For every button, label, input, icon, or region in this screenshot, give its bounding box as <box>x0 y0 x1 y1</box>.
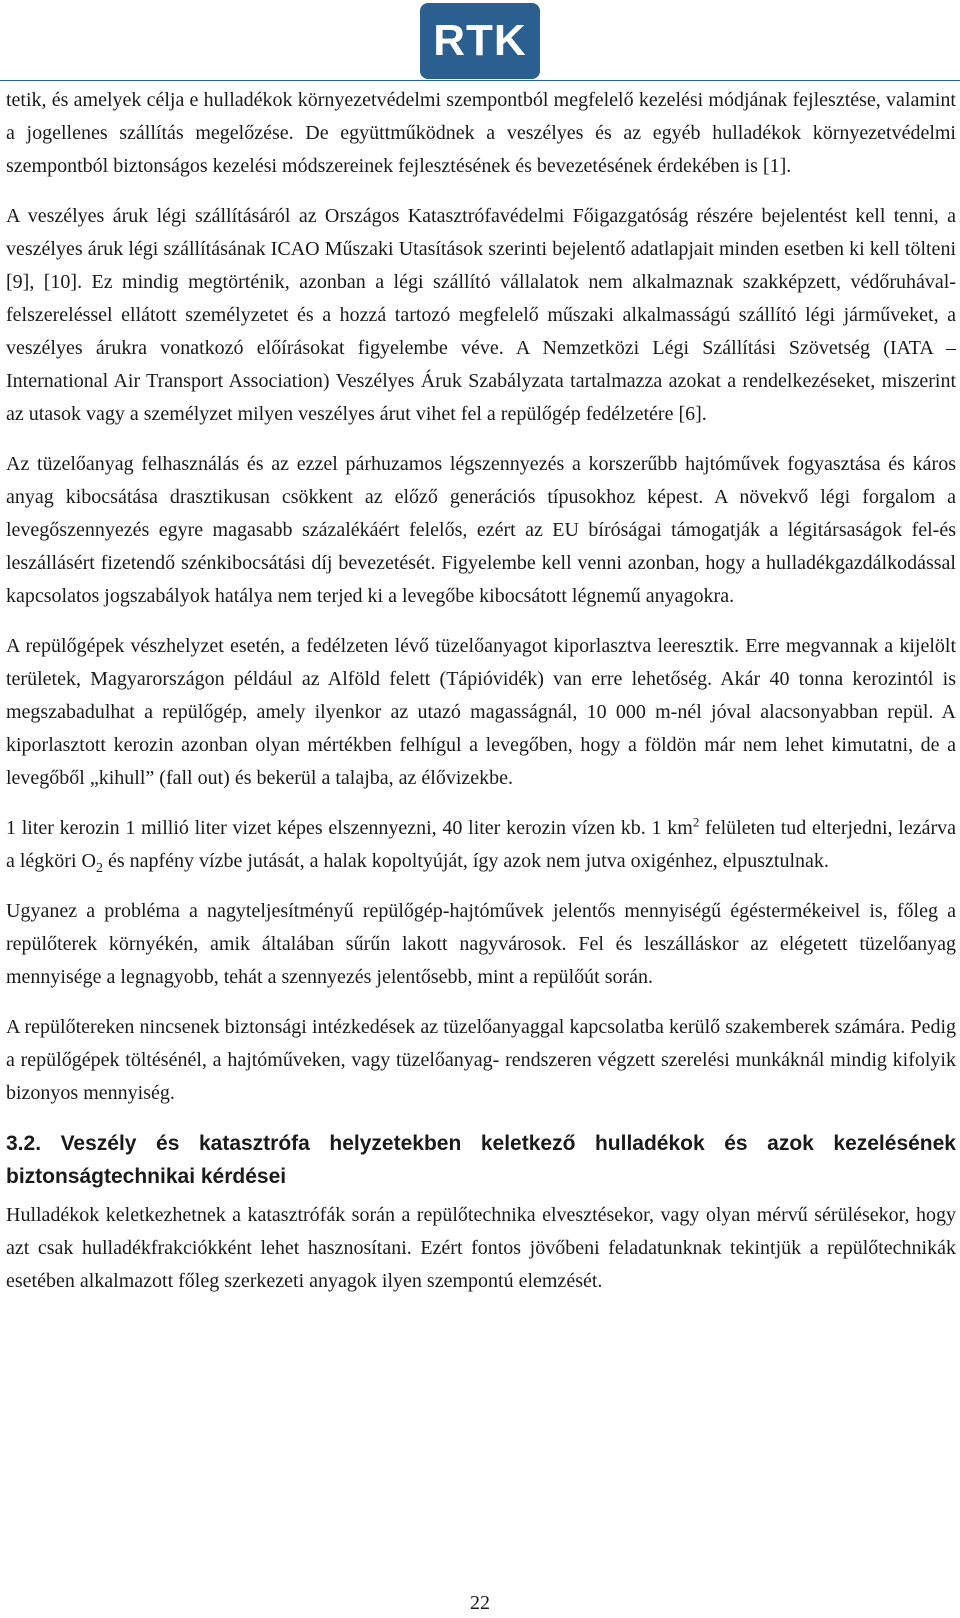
section-heading: 3.2. Veszély és katasztrófa helyzetekben keletkező hulladékok és azok kezelésének biztonságtechnikai kérdései <box>6 1132 956 1188</box>
header-rule <box>0 80 960 81</box>
paragraph-5-part-c: és napfény vízbe jutását, a halak kopoltyúját, így azok nem jutva oxigénhez, elpusztulnak. <box>102 850 829 872</box>
subscript-2: 2 <box>95 861 103 876</box>
paragraph-3: Az tüzelőanyag felhasználás és az ezzel párhuzamos légszennyezés a korszerűbb hajtóművek fogyasztása és káros anyag kibocsátása drasztikusan csökkent az előző generációs típusokhoz képest. A növekvő légi forgalom a levegőszennyezés egyre magasabb százalékáért felelős, ezért az EU bíróságai támogatják a légitársaságok fel-és leszállásért fizetendő szénkibocsátási díj bevezetését. Figyelembe kell venni azonban, hogy a hulladékgazdálkodással kapcsolatos jogszabályok hatálya nem terjed ki a levegőbe kibocsátott légnemű anyagokra. <box>6 453 956 607</box>
page-body <box>6 84 956 1315</box>
paragraph-1: tetik, és amelyek célja e hulladékok környezetvédelmi szempontból megfelelő kezelési módjának fejlesztése, valamint a jogellenes szállítás megelőzése. De együttműködnek a veszélyes és az egyéb hulladékok környezetvédelmi szempontból biztonságos kezelési módszereinek fejlesztésének és bevezetésének érdekében is [1]. <box>6 89 956 177</box>
paragraph-4: A repülőgépek vészhelyzet esetén, a fedélzeten lévő tüzelőanyagot kiporlasztva leeresztik. Erre megvannak a kijelölt területek, Magyarországon például az Alföld felett (Tápióvidék) van erre lehetőség. Akár 40 tonna kerozintól is megszabadulhat a repülőgép, amely ilyenkor az utazó magasságnál, 10 000 m-nél jóval alacsonyabban repül. A kiporlasztott kerozin azonban olyan mértékben felhígul a levegőben, hogy a földön már nem lehet kimutatni, de a levegőből „kihull” (fall out) és bekerül a talajba, az élővizekbe. <box>6 635 956 789</box>
page-number: 22 <box>470 1592 490 1614</box>
paragraph-5-part-a: 1 liter kerozin 1 millió liter vizet képes elszennyezni, 40 liter kerozin vízen kb. 1 km <box>6 817 693 839</box>
paragraph-2: A veszélyes áruk légi szállításáról az Országos Katasztrófavédelmi Főigazgatóság részére bejelentést kell tenni, a veszélyes áruk légi szállításának ICAO Műszaki Utasítások szerinti bejelentő adatlapjait minden esetben ki kell tölteni [9], [10]. Ez mindig megtörténik, azonban a légi szállító vállalatok nem alkalmaznak szakképzett, védőruhával-felszereléssel ellátott személyzetet és a hozzá tartozó megfelelő műszaki alkalmasságú szállító légi járműveket, a veszélyes árukra vonatkozó előírásokat figyelembe véve. A Nemzetközi Légi Szállítási Szövetség (IATA – International Air Transport Association) Veszélyes Áruk Szabályzata tartalmazza azokat a rendelkezéseket, miszerint az utasok vagy a személyzet milyen veszélyes árut vihet fel a repülőgép fedélzetére [6]. <box>6 205 956 425</box>
logo-text: RTK <box>433 16 527 65</box>
paragraph-7: A repülőtereken nincsenek biztonsági intézkedések az tüzelőanyaggal kapcsolatba kerülő szakemberek számára. Pedig a repülőgépek töltésénél, a hajtóműveken, vagy tüzelőanyag- rendszeren végzett szerelési munkáknál mindig kifolyik bizonyos mennyiség. <box>6 1016 956 1104</box>
superscript-2: 2 <box>692 814 700 830</box>
paragraph-6: Ugyanez a probléma a nagyteljesítményű repülőgép-hajtóművek jelentős mennyiségű égéstermékeivel is, főleg a repülőterek környékén, amik általában sűrűn lakott nagyvárosok. Fel és leszálláskor az elégetett tüzelőanyag mennyisége a legnagyobb, tehát a szennyezés jelentősebb, mint a repülőút során. <box>6 900 956 988</box>
paragraph-5 <box>6 812 956 878</box>
paragraph-8: Hulladékok keletkezhetnek a katasztrófák során a repülőtechnika elvesztésekor, vagy olyan mérvű sérülésekor, hogy azt csak hulladékfrakciókként lehet hasznosítani. Ezért fontos jövőbeni feladatunknak tekintjük a repülőtechnikák esetében alkalmazott főleg szerkezeti anyagok ilyen szempontú elemzését. <box>6 1204 956 1292</box>
rtk-logo <box>420 3 540 79</box>
paragraph-5-part-b: felületen tud elterjedni, lezárva a légköri O <box>6 817 956 872</box>
